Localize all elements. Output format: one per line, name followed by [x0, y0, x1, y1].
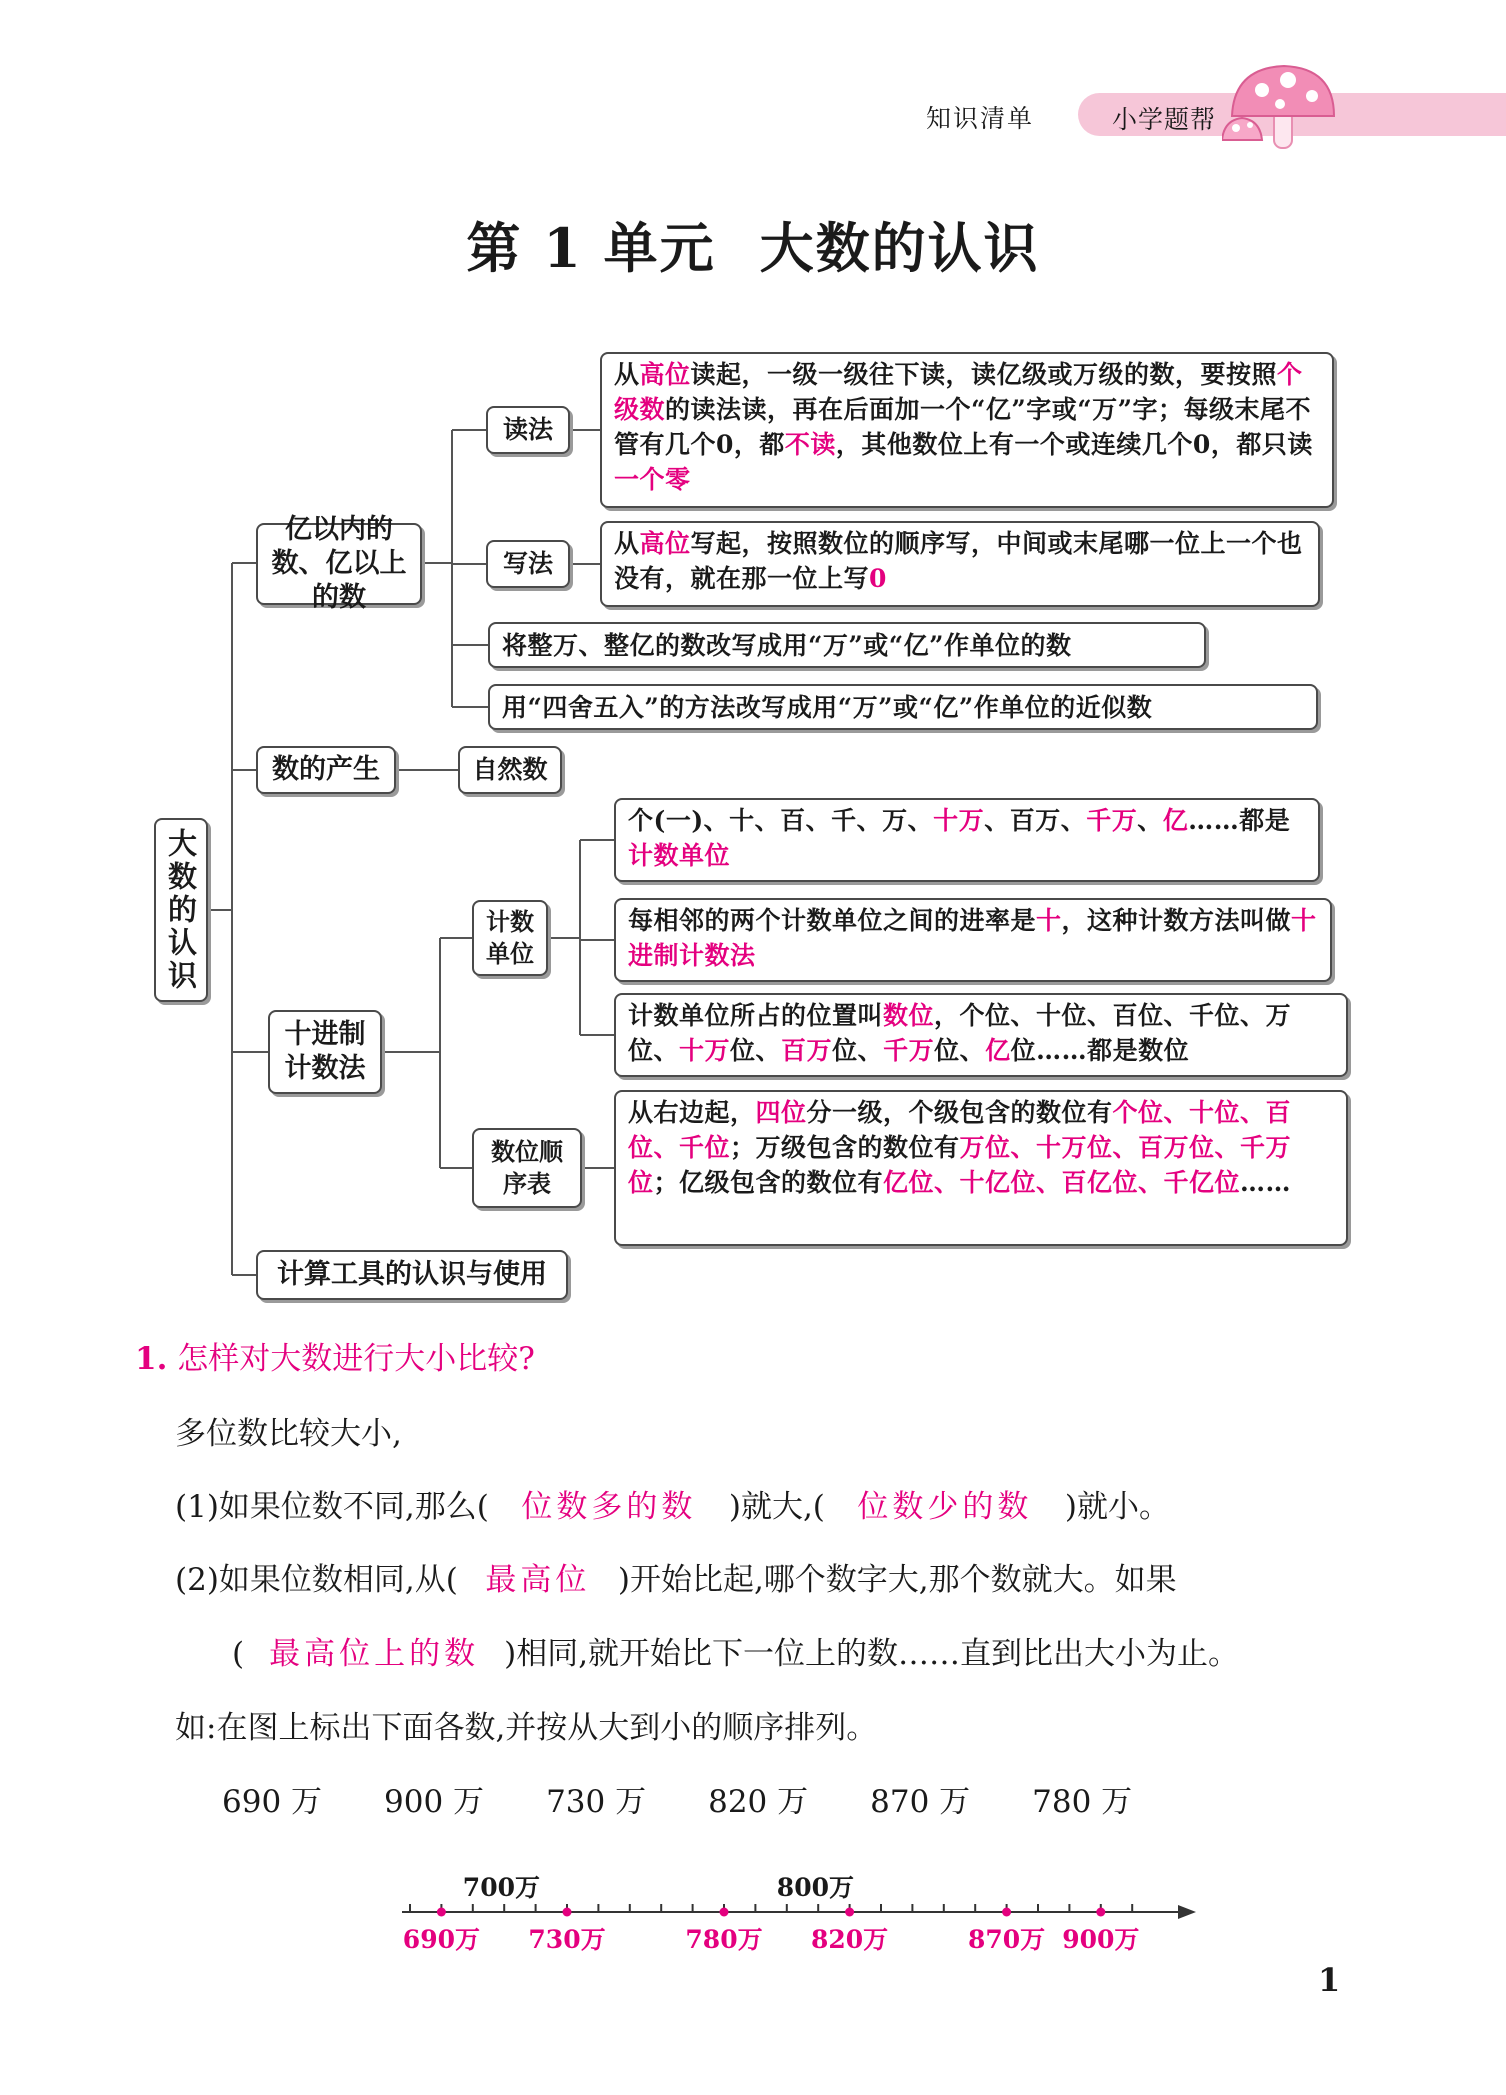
- natural-numbers: 自然数: [458, 746, 562, 794]
- number-point: [720, 1908, 729, 1917]
- question-intro: 多位数比较大小,: [175, 1416, 402, 1452]
- header-section-label: 知识清单: [926, 104, 1035, 133]
- number-point-label: 900万: [1062, 1925, 1140, 1954]
- counting-unit-text-2: 每相邻的两个计数单位之间的进率是十，这种计数方法叫做十进制计数法: [614, 898, 1332, 982]
- axis-arrow-icon: [1178, 1905, 1196, 1919]
- number-point: [1096, 1908, 1105, 1917]
- header-series-label: 小学题帮: [1112, 105, 1217, 134]
- rule-line-2: (2)如果位数相同,从( 最高位 )开始比起,哪个数字大,那个数就大。如果: [175, 1562, 1177, 1598]
- tick-label-800: 800万: [776, 1873, 854, 1902]
- approximation-rule: 用“四舍五入”的方法改写成用“万”或“亿”作单位的近似数: [488, 684, 1318, 730]
- rule-line-1: (1)如果位数不同,那么( 位数多的数 )就大,( 位数少的数 )就小。: [175, 1489, 1171, 1525]
- rewrite-rule: 将整万、整亿的数改写成用“万”或“亿”作单位的数: [488, 622, 1206, 668]
- number-point-label: 870万: [968, 1925, 1046, 1954]
- question-heading: 1. 怎样对大数进行大小比较?: [135, 1341, 535, 1377]
- number-point: [437, 1908, 446, 1917]
- number-point-label: 820万: [811, 1925, 889, 1954]
- branch-large-numbers: 亿以内的数、亿以上的数: [256, 523, 422, 605]
- example-prompt: 如:在图上标出下面各数,并按从大到小的顺序排列。: [175, 1710, 878, 1746]
- reading-method-label: 读法: [486, 406, 570, 454]
- branch-number-origin: 数的产生: [256, 746, 396, 794]
- reading-method-text: 从高位读起，一级一级往下读，读亿级或万级的数，要按照个级数的读法读，再在后面加一个“亿”字或“万”字；每级末尾不管有几个0，都不读，其他数位上有一个或连续几个0，都只读一个零: [600, 352, 1334, 508]
- page-number: 1: [1318, 1961, 1341, 1999]
- number-point: [1002, 1908, 1011, 1917]
- branch-calculation-tools: 计算工具的认识与使用: [256, 1250, 568, 1300]
- writing-method-label: 写法: [486, 540, 570, 588]
- number-list: 690 万 900 万 730 万 820 万 870 万 780 万: [222, 1784, 1133, 1820]
- writing-method-text: 从高位写起，按照数位的顺序写，中间或末尾哪一位上一个也没有，就在那一位上写0: [600, 521, 1320, 607]
- rule-line-3: ( 最高位上的数 )相同,就开始比下一位上的数……直到比出大小为止。: [232, 1636, 1240, 1672]
- place-value-table-label: 数位顺序表: [472, 1128, 582, 1208]
- place-value-text: 从右边起，四位分一级，个级包含的数位有个位、十位、百位、千位；万级包含的数位有万位、十万位、百万位、千万位；亿级包含的数位有亿位、十亿位、百亿位、千亿位……: [614, 1090, 1348, 1246]
- mindmap-root: 大数的认识: [154, 818, 208, 1002]
- number-point-label: 690万: [402, 1925, 480, 1954]
- number-point-label: 780万: [685, 1925, 763, 1954]
- tick-label-700: 700万: [462, 1873, 540, 1902]
- number-line: [380, 1850, 1200, 1960]
- branch-decimal-system: 十进制计数法: [268, 1010, 382, 1094]
- page-title: 第 1 单元 大数的认识: [466, 216, 1040, 280]
- number-point: [845, 1908, 854, 1917]
- number-point: [563, 1908, 572, 1917]
- counting-unit-label: 计数单位: [472, 900, 548, 976]
- counting-unit-text-1: 个(一)、十、百、千、万、十万、百万、千万、亿……都是计数单位: [614, 798, 1320, 882]
- counting-unit-text-3: 计数单位所占的位置叫数位，个位、十位、百位、千位、万位、十万位、百万位、千万位、亿位……都是数位: [614, 993, 1348, 1077]
- number-point-label: 730万: [528, 1925, 606, 1954]
